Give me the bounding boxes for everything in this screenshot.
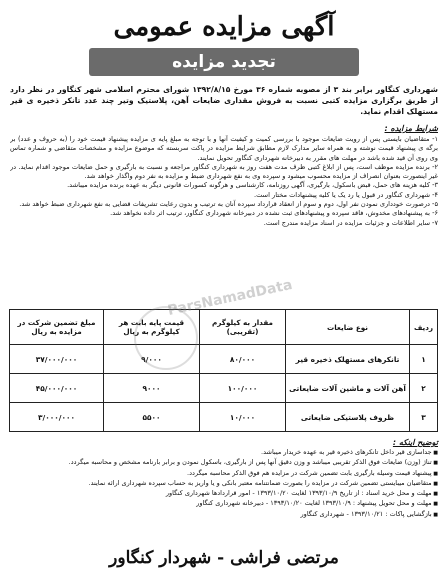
condition-item: ۱- متقاضیان بایستی پس از رویت ضایعات موجود با بررسی کمیت و کیفیت آنها و با توجه به مبلغ پایه ی مزایده پیشنهاد قیمت خود را (به حروف و عدد) بر برگه ی پیشنهاد قیمت نوشته و به همراه سایر مدارک لازم مطابق شرایط مزایده در پاکت سربسته که موضوع مزایده و مشخصات متقاضی و شماره تماس وی روی آن قید شده باشد در مهلت های مقرر به دبیرخانه شهرداری کنگاور تحویل نمایند. [10,135,438,162]
header-guarantee: مبلغ تضمین شرکت در مزایده به ریال [10,310,104,345]
cell-quantity: ۱۰۰/۰۰۰ [200,374,286,403]
cell-quantity: ۸۰/۰۰۰ [200,345,286,374]
condition-item: ۳- کلیه هزینه های حمل، قبض باسکول، بارگیری، آگهی روزنامه، کارشناسی و هرگونه کسورات قانونی دیگر به عهده برنده مزایده میباشد. [67,181,438,190]
cell-guarantee: ۳۷/۰۰۰/۰۰۰ [10,345,104,374]
signature-line: مرتضی فراشی - شهردار کنگاور [109,548,339,568]
cell-row-number: ۳ [410,403,438,432]
cell-quantity: ۱۰/۰۰۰ [200,403,286,432]
watermark-text: ParsNamadData [166,276,294,320]
notes-list [10,448,438,532]
conditions-list [10,135,438,305]
header-quantity: مقدار به کیلوگرم (تقریبی) [200,310,286,345]
table-row [10,345,438,374]
note-item: ■ بازگشایی پاکات : ۱۳۹۳/۱۰/۲۱ - شهرداری کنگاور [10,510,438,520]
renewal-banner: تجدید مزایده [89,48,359,76]
condition-item: ۴- شهرداری کنگاور در قبول یا رد یک یا کلیه پیشنهادات مختار است. [253,190,438,199]
condition-item: ۵- درصورت خودداری نمودن نفر اول، دوم و سوم از انعقاد قرارداد سپرده آنان به ترتیب و بدون رعایت تشریفات قضایی به نفع شهرداری ضبط خواهد شد. [19,200,438,209]
header-row-number: ردیف [410,310,438,345]
conditions-title: شرایط مزایده : [384,124,438,133]
cell-scrap-type: آهن آلات و ماشین آلات ضایعاتی [286,374,410,403]
cell-row-number: ۱ [410,345,438,374]
condition-item: ۷- سایر اطلاعات و جزئیات مزایده در اسناد مزایده مندرج است. [263,218,438,227]
cell-row-number: ۲ [410,374,438,403]
items-table [9,309,438,432]
cell-guarantee: ۴۵/۰۰۰/۰۰۰ [10,374,104,403]
notice-title: آگهی مزایده عمومی [113,12,335,42]
cell-base-price: ۵۵۰۰ [104,403,200,432]
notes-title: توضیح اینکه : [392,438,438,447]
intro-paragraph: شهرداری کنگاور برابر بند ۳ از مصوبه شماره ۳۶ مورخ ۱۳۹۲/۸/۱۵ شورای محترم اسلامی شهر کنگاور در نظر دارد از طریق برگزاری مزایده کتبی نسبت به فروش مقداری ضایعات آهن، پلاستیک وتیر چند عدد تانکر ذخیره ی قیر مستهلک اقدام نماید. [10,85,438,116]
table-row [10,374,438,403]
cell-scrap-type: تانکرهای مستهلک ذخیره قیر [286,345,410,374]
note-item: ■ تناژ (وزن) ضایعات فوق الذکر تقریبی میباشد و وزن دقیق آنها پس از بارگیری، باسکول نمودن و برابر بارنامه مشخص و محاسبه میگردد. [10,458,438,468]
note-item: ■ متقاضیان میبایستی تضمین شرکت در مزایده را بصورت ضمانتنامه معتبر بانکی و یا واریز به حساب سپرده شهرداری ارائه نمایند. [10,479,438,489]
table-row [10,403,438,432]
cell-scrap-type: ظروف پلاستیکی ضایعاتی [286,403,410,432]
note-item: ■ مهلت و محل تحویل پیشنهاد : ۱۳۹۳/۱۰/۹ لغایت ۱۳۹۳/۱۰/۲۰ - دبیرخانه شهرداری کنگاور [10,499,438,509]
note-item: ■ مهلت و محل خرید اسناد : از تاریخ ۱۳۹۳/۱۰/۹ لغایت ۱۳۹۳/۱۰/۲۰ - امور قراردادها شهرداری کنگاور [10,489,438,499]
note-item: ■ پیشنهاد قیمت وسیله بارگیری بابت تضمین شرکت در مزایده هم فوق الذکر محاسبه میگردد. [10,469,438,479]
header-base-price: قیمت پایه بابت هر کیلوگرم به ریال [104,310,200,345]
header-scrap-type: نوع ضایعات [286,310,410,345]
cell-base-price: ۹۰۰۰ [104,374,200,403]
note-item: ■ جداسازی قیر داخل تانکرهای ذخیره قیر به عهده خریدار میباشد. [10,448,438,458]
cell-guarantee: ۳/۰۰۰/۰۰۰ [10,403,104,432]
cell-base-price: ۹/۰۰۰ [104,345,200,374]
table-header-row [10,310,438,345]
condition-item: ۲- برنده مزایده موظف است، پس از ابلاغ کتبی ظرف مدت هفت روز به شهرداری کنگاور مراجعه و نسبت به بارگیری و حمل ضایعات موجود اقدام نماید. در غیر اینصورت بعنوان انصراف از مزایده محسوب میشود و سپرده وی به نفع شهرداری ضبط و مزایده به نفر دوم واگذار خواهد شد. [10,162,438,181]
condition-item: ۶- به پیشنهادهای مخدوش، فاقد سپرده و پیشنهادهای ثبت نشده در دبیرخانه شهرداری کنگاور، ترتیب اثر داده نخواهد شد. [110,209,438,218]
